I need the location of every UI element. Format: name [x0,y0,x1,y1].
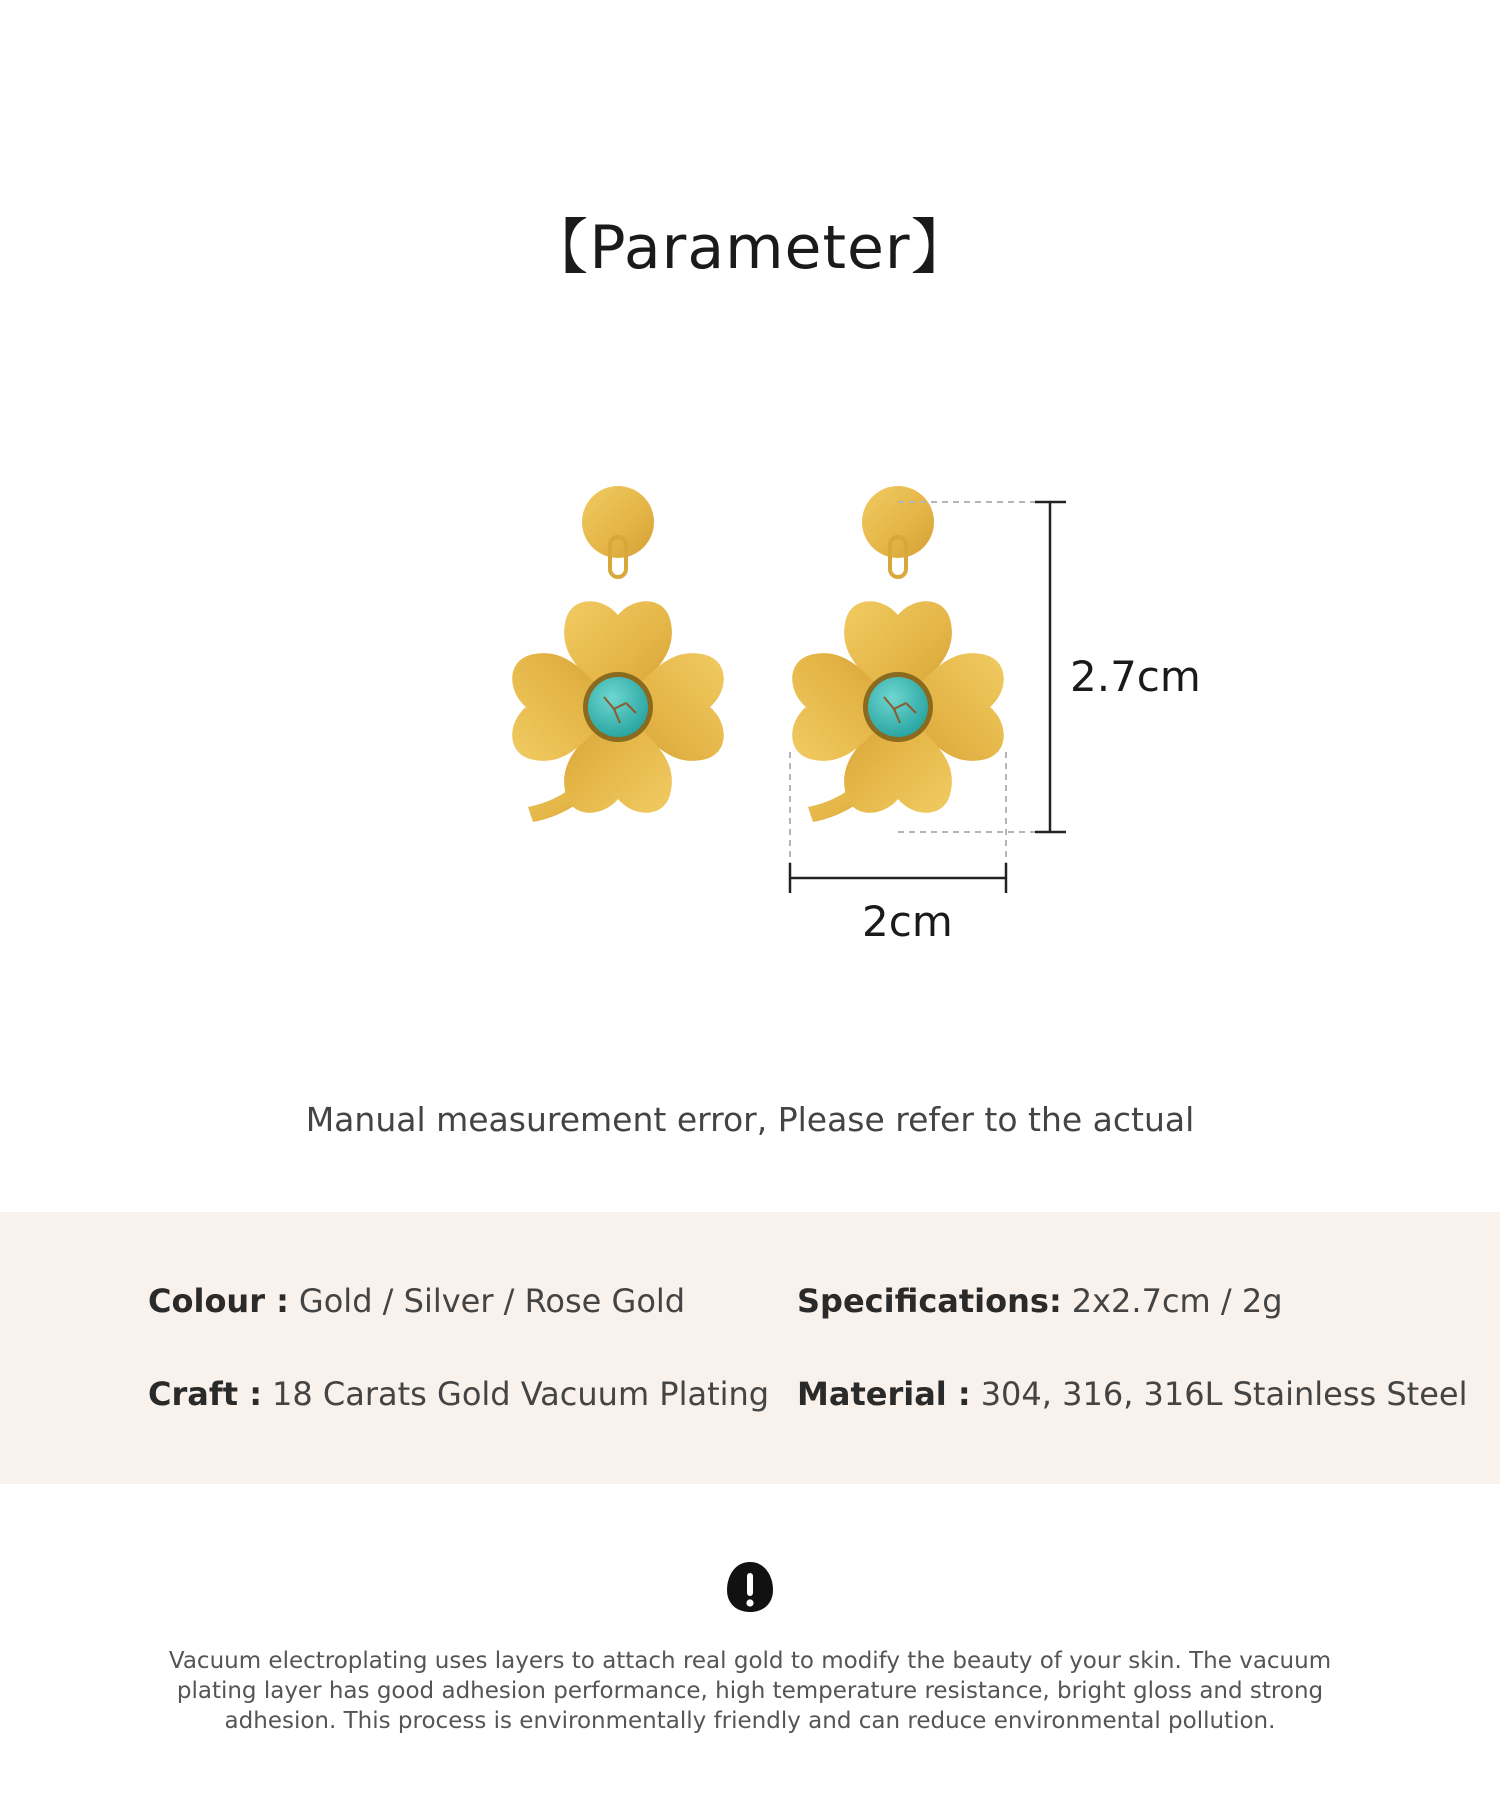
width-dimension-line [790,863,1006,893]
plating-description: Vacuum electroplating uses layers to attach real gold to modify the beauty of your skin. The vacuum plating layer has good adhesion performance, high temperature resistance, bright gloss and strong adhesion. This process is environmentally friendly and can reduce environmental pollution. [168,1648,1332,1734]
spec-specifications [797,1282,1283,1320]
spec-craft-value: 18 Carats Gold Vacuum Plating [272,1375,770,1413]
spec-craft [148,1375,769,1413]
spec-colour [148,1282,685,1320]
width-dimension-label: 2cm [862,897,953,946]
spec-material-value: 304, 316, 316L Stainless Steel [980,1375,1468,1413]
spec-craft-label: Craft : [148,1375,263,1413]
spec-colour-label: Colour : [148,1282,289,1320]
spec-colour-value: Gold / Silver / Rose Gold [298,1282,686,1320]
spec-specifications-value: 2x2.7cm / 2g [1071,1282,1283,1320]
measurement-note: Manual measurement error, Please refer to the actual [305,1100,1195,1139]
spec-panel [0,1212,1500,1484]
spec-specifications-label: Specifications: [797,1282,1062,1320]
spec-material [797,1375,1467,1413]
earring-product-illustration [480,470,1260,970]
spec-material-label: Material : [797,1375,971,1413]
page-title: 【Parameter】 [528,213,972,283]
left-earring [512,486,724,822]
warning-icon [725,1560,775,1614]
height-dimension-label: 2.7cm [1070,652,1201,701]
right-earring [792,486,1004,822]
height-dimension-line [1035,502,1066,832]
